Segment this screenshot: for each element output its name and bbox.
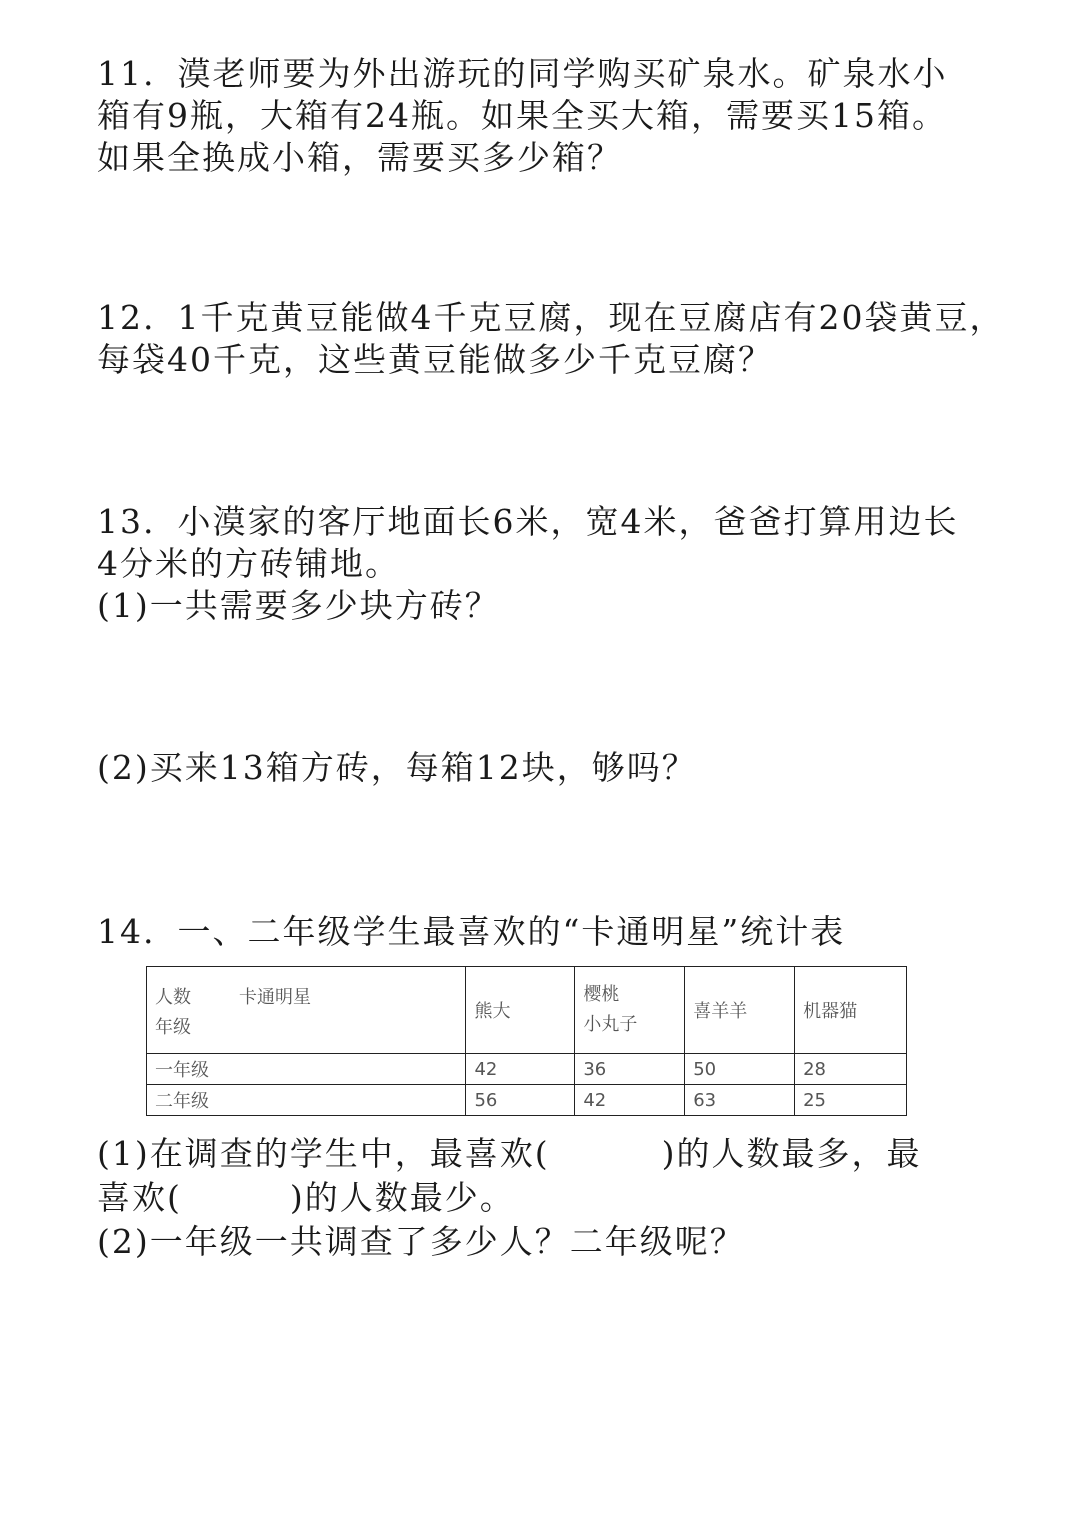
q11-line-1	[97, 54, 947, 94]
q12-text-1: 1千克黄豆能做4千克豆腐，现在豆腐店有20袋黄豆，	[177, 298, 1005, 337]
q13-number: 13.	[97, 502, 156, 541]
table-cell: 63	[685, 1085, 795, 1116]
q12-line-1	[97, 298, 1004, 338]
header-people-count: 人数	[155, 987, 191, 1008]
header-cartoon-star: 卡通明星	[239, 987, 311, 1008]
table-row	[147, 1054, 907, 1085]
q14-title: 一、二年级学生最喜欢的“卡通明星”统计表	[177, 912, 846, 951]
cartoon-star-stats-table	[146, 966, 907, 1116]
table-header-row	[147, 967, 907, 1054]
column-header: 机器猫	[795, 967, 907, 1054]
q14-part-1-text-a: (1)在调查的学生中，最喜欢(	[97, 1134, 550, 1173]
q11-number: 11.	[97, 54, 156, 93]
q13-part-1: (1)一共需要多少块方砖？	[97, 586, 500, 625]
q13-text-1: 小漠家的客厅地面长6米，宽4米，爸爸打算用边长	[177, 502, 959, 541]
q13-part-2: (2)买来13箱方砖，每箱12块，够吗？	[97, 748, 697, 787]
table-diagonal-header-cell	[147, 967, 466, 1054]
header-grade: 年级	[155, 1017, 191, 1038]
q13-line-2: 4分米的方砖铺地。	[97, 544, 400, 583]
q14-part-1-line-1	[97, 1134, 922, 1174]
q11-line-2: 箱有9瓶，大箱有24瓶。如果全买大箱，需要买15箱。	[97, 96, 947, 135]
row-label: 一年级	[147, 1054, 466, 1085]
q11-text-1: 漠老师要为外出游玩的同学购买矿泉水。矿泉水小	[177, 54, 948, 93]
q14-number: 14.	[97, 912, 156, 951]
table-cell: 56	[466, 1085, 575, 1116]
table-cell: 50	[685, 1054, 795, 1085]
table-cell: 36	[575, 1054, 685, 1085]
q14-part-1-line-2	[97, 1178, 515, 1218]
table-cell: 42	[466, 1054, 575, 1085]
table-cell: 42	[575, 1085, 685, 1116]
q11-line-3: 如果全换成小箱，需要买多少箱？	[97, 138, 622, 177]
table-cell: 25	[795, 1085, 907, 1116]
q14-part-1-text-d: )的人数最少。	[289, 1178, 515, 1217]
q12-line-2: 每袋40千克，这些黄豆能做多少千克豆腐？	[97, 340, 773, 379]
q14-title-line	[97, 912, 845, 952]
row-label: 二年级	[147, 1085, 466, 1116]
q12-number: 12.	[97, 298, 156, 337]
table-cell: 28	[795, 1054, 907, 1085]
q14-part-2: (2)一年级一共调查了多少人？二年级呢？	[97, 1222, 745, 1261]
column-header-line: 樱桃 小丸子	[583, 984, 638, 1035]
q14-part-1-text-c: 喜欢(	[97, 1178, 182, 1217]
column-header: 熊大	[466, 967, 575, 1054]
table-row	[147, 1085, 907, 1116]
column-header: 喜羊羊	[685, 967, 795, 1054]
q14-part-1-text-b: )的人数最多，最	[661, 1134, 922, 1173]
q13-line-1	[97, 502, 958, 542]
column-header	[575, 967, 685, 1054]
